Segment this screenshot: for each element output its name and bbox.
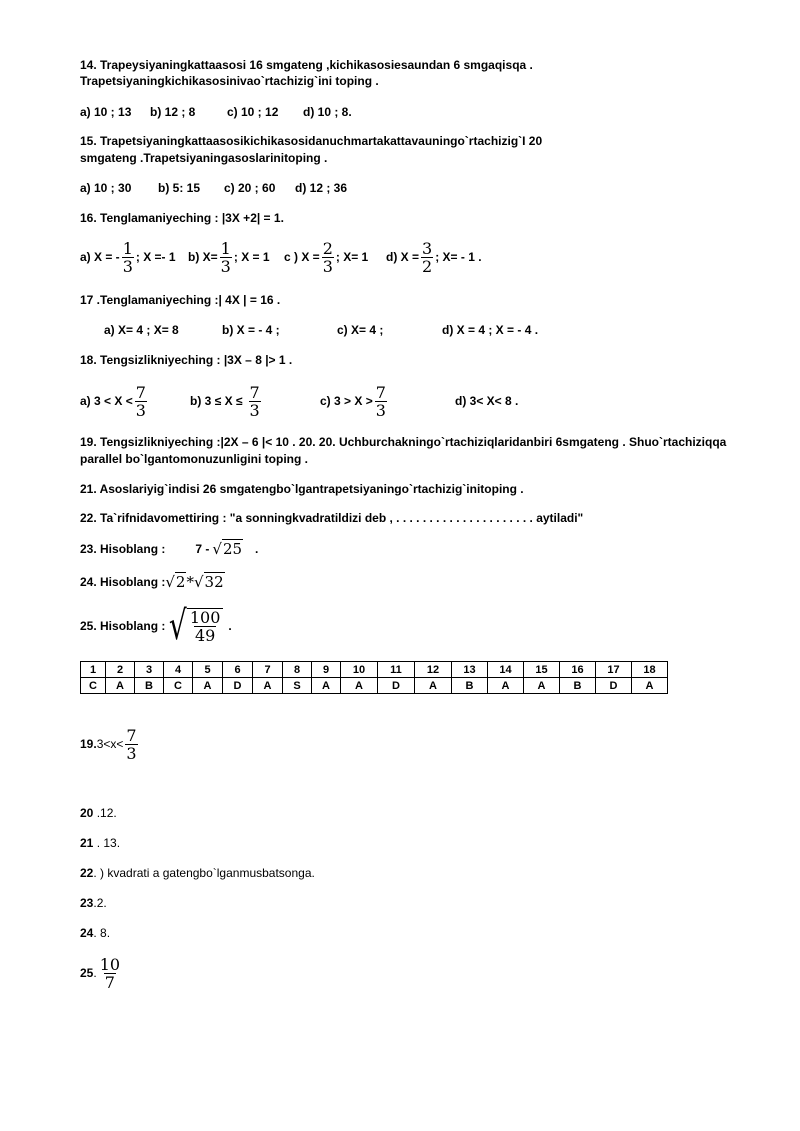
fraction-numerator: 7 — [135, 382, 146, 402]
answer-19-number: 19. — [80, 737, 97, 751]
q25-fraction — [189, 609, 222, 644]
answer-table-answers-row — [81, 678, 668, 694]
answer-table-answer-cell: A — [415, 678, 452, 694]
answer-table-answer-cell: A — [632, 678, 668, 694]
q14-line2: Trapetsiyaningkichikasosinivao`rtachizig`ini toping . — [80, 74, 379, 88]
q14-option-c: c) 10 ; 12 — [227, 105, 279, 119]
q14-option-a: a) 10 ; 13 — [80, 105, 132, 119]
q16-a-suffix: ; X =- 1 — [135, 250, 176, 264]
fraction-numerator: 1 — [122, 238, 133, 258]
answer-table-number-cell: 18 — [632, 662, 668, 678]
q16-option-d — [386, 239, 482, 275]
answer-21-number: 21 — [80, 836, 94, 850]
q16-b-prefix: b) X= — [188, 250, 218, 264]
answer-table-answer-cell: C — [164, 678, 193, 694]
q18-option-b — [190, 382, 263, 420]
answer-22 — [80, 866, 315, 880]
q16-question: 16. Tenglamaniyeching : |3X +2| = 1. — [80, 211, 284, 225]
answer-table-answer-cell: A — [106, 678, 135, 694]
q16-a-fraction — [122, 240, 134, 275]
q17-option-b: b) X = - 4 ; — [222, 323, 280, 337]
q15-line2: smgateng .Trapetsiyaningasoslarinitoping . — [80, 151, 328, 165]
q23-prefix: 23. Hisoblang : — [80, 542, 166, 556]
q18-b-prefix: b) 3 ≤ X ≤ — [190, 394, 243, 408]
fraction-numerator: 1 — [220, 238, 231, 258]
answer-24-number: 24 — [80, 926, 94, 940]
radicand: 2 — [175, 573, 186, 591]
q17-question: 17 .Tenglamaniyeching :| 4X | = 16 . — [80, 293, 281, 307]
q25-suffix: . — [228, 619, 232, 633]
q15-option-d: d) 12 ; 36 — [295, 181, 348, 195]
answer-table-number-cell: 12 — [415, 662, 452, 678]
answer-table — [80, 661, 668, 694]
answer-19-text: 3<x< — [96, 737, 124, 751]
answer-25-fraction — [99, 956, 121, 991]
fraction-denominator: 49 — [194, 626, 216, 645]
q24-prefix: 24. Hisoblang : — [80, 575, 166, 589]
q16-option-c — [284, 239, 368, 275]
fraction-denominator: 3 — [126, 743, 137, 763]
answer-table-number-cell: 15 — [524, 662, 560, 678]
q18-c-fraction — [375, 384, 387, 419]
fraction-numerator: 10 — [99, 954, 121, 974]
q16-d-suffix: ; X= - 1 . — [435, 250, 482, 264]
q18-option-d: d) 3< X< 8 . — [455, 394, 519, 408]
radical-body — [187, 608, 224, 644]
answer-table-number-cell: 3 — [135, 662, 164, 678]
fraction-numerator: 100 — [189, 608, 221, 627]
q24-question — [80, 572, 225, 592]
q18-option-c — [320, 382, 389, 420]
answer-20-number: 20 — [80, 806, 94, 820]
q24-square-root-2: √32 — [193, 573, 224, 591]
answer-table-answer-cell: B — [135, 678, 164, 694]
q23-question — [80, 539, 258, 559]
answer-25-text: . — [93, 966, 97, 980]
q18-option-a — [80, 382, 149, 420]
answer-21-text: . 13. — [93, 836, 121, 850]
answer-table-answer-cell: A — [312, 678, 341, 694]
q15-option-a: a) 10 ; 30 — [80, 181, 132, 195]
answer-table-number-cell: 9 — [312, 662, 341, 678]
fraction-denominator: 3 — [122, 256, 133, 276]
radicand: 25 — [222, 540, 243, 558]
fraction-numerator: 7 — [375, 382, 386, 402]
answer-table-number-cell: 16 — [560, 662, 596, 678]
q19-line1: 19. Tengsizlikniyeching :|2X – 6 |< 10 . 20. 20. Uchburchakningo`rtachiziqlaridanbiri 6smgateng . Shuo`rtachiziqqa — [80, 435, 727, 449]
fraction-denominator: 7 — [104, 972, 115, 992]
answer-25-number: 25 — [80, 966, 94, 980]
answer-24 — [80, 926, 110, 940]
radical-sign-icon: √ — [169, 603, 188, 649]
answer-table-answer-cell: B — [560, 678, 596, 694]
radicand: 32 — [204, 573, 224, 591]
q17-option-d: d) X = 4 ; X = - 4 . — [442, 323, 539, 337]
answer-table-answer-cell: A — [488, 678, 524, 694]
answer-table-number-cell: 13 — [452, 662, 488, 678]
answer-23-number: 23 — [80, 896, 94, 910]
fraction-denominator: 3 — [249, 400, 260, 420]
fraction-numerator: 2 — [322, 238, 333, 258]
q16-c-fraction — [322, 240, 334, 275]
q21-question: 21. Asoslariyig`indisi 26 smgatengbo`lgantrapetsiyaningo`rtachizig`initoping . — [80, 482, 524, 496]
answer-table-answer-cell: A — [524, 678, 560, 694]
answer-19 — [80, 724, 140, 764]
q18-b-fraction — [249, 384, 261, 419]
q14-option-b: b) 12 ; 8 — [150, 105, 196, 119]
fraction-denominator: 3 — [375, 400, 386, 420]
q16-d-fraction — [421, 240, 433, 275]
fraction-numerator: 7 — [249, 382, 260, 402]
q16-option-a — [80, 239, 176, 275]
q14-option-d: d) 10 ; 8. — [303, 105, 352, 119]
answer-25 — [80, 954, 123, 992]
document-page — [80, 0, 760, 1131]
q17-option-c: c) X= 4 ; — [337, 323, 384, 337]
q25-prefix: 25. Hisoblang : — [80, 619, 166, 633]
answer-table-number-cell: 2 — [106, 662, 135, 678]
answer-table-answer-cell: B — [452, 678, 488, 694]
answer-22-number: 22 — [80, 866, 94, 880]
answer-table-answer-cell: D — [223, 678, 253, 694]
q16-d-prefix: d) X = — [386, 250, 420, 264]
answer-table-number-cell: 14 — [488, 662, 524, 678]
answer-24-text: . 8. — [93, 926, 111, 940]
answer-table-answer-cell: S — [283, 678, 312, 694]
answer-22-text: . ) kvadrati a gatengbo`lganmusbatsonga. — [93, 866, 315, 880]
q18-c-prefix: c) 3 > X > — [320, 394, 373, 408]
answer-21 — [80, 836, 120, 850]
q25-question — [80, 604, 232, 648]
answer-19-fraction — [125, 727, 137, 762]
q16-a-prefix: a) X = - — [80, 250, 120, 264]
answer-table-number-cell: 7 — [253, 662, 283, 678]
q17-option-a: a) X= 4 ; X= 8 — [104, 323, 179, 337]
answer-table-number-cell: 10 — [341, 662, 378, 678]
fraction-numerator: 7 — [126, 725, 137, 745]
q16-c-suffix: ; X= 1 — [335, 250, 369, 264]
answer-table-number-cell: 11 — [378, 662, 415, 678]
answer-table-numbers-row — [81, 662, 668, 678]
answer-table-answer-cell: C — [81, 678, 106, 694]
answer-20-text: .12. — [93, 806, 117, 820]
q14-line1: 14. Trapeysiyaningkattaasosi 16 smgateng ,kichikasosiesaundan 6 smgaqisqa . — [80, 58, 533, 72]
answer-23 — [80, 896, 107, 910]
answer-table-answer-cell: A — [193, 678, 223, 694]
q16-b-fraction — [220, 240, 232, 275]
q23-square-root: √25 — [212, 540, 243, 558]
fraction-denominator: 3 — [220, 256, 231, 276]
answer-table-number-cell: 4 — [164, 662, 193, 678]
q22-question: 22. Ta`rifnidavomettiring : "a sonningkvadratildizi deb , . . . . . . . . . . . . . . . . . . . . . aytiladi" — [80, 511, 584, 525]
fraction-numerator: 3 — [422, 238, 433, 258]
q23-suffix: . — [255, 542, 259, 556]
q19-line2: parallel bo`lgantomonuzunligini toping . — [80, 452, 308, 466]
q24-operator: * — [186, 573, 194, 591]
q15-option-c: c) 20 ; 60 — [224, 181, 276, 195]
fraction-denominator: 3 — [322, 256, 333, 276]
q16-c-prefix: c ) X = — [284, 250, 320, 264]
q18-a-fraction — [135, 384, 147, 419]
q24-square-root-1: √2 — [165, 573, 186, 591]
fraction-denominator: 2 — [422, 256, 433, 276]
q16-options — [80, 239, 760, 275]
q25-square-root — [165, 603, 223, 649]
q16-b-suffix: ; X = 1 — [233, 250, 270, 264]
answer-table-answer-cell: D — [596, 678, 632, 694]
fraction-denominator: 3 — [135, 400, 146, 420]
q18-a-prefix: a) 3 < X < — [80, 394, 133, 408]
q18-options — [80, 382, 760, 420]
q15-option-b: b) 5: 15 — [158, 181, 201, 195]
answer-table-number-cell: 1 — [81, 662, 106, 678]
answer-table-answer-cell: A — [341, 678, 378, 694]
answer-table-answer-cell: A — [253, 678, 283, 694]
answer-table-answer-cell: D — [378, 678, 415, 694]
answer-20 — [80, 806, 117, 820]
answer-table-number-cell: 6 — [223, 662, 253, 678]
answer-table-number-cell: 5 — [193, 662, 223, 678]
q16-option-b — [188, 239, 270, 275]
answer-23-text: .2. — [93, 896, 107, 910]
q23-expression-start: 7 - — [195, 542, 210, 556]
q18-question: 18. Tengsizlikniyeching : |3X – 8 |> 1 . — [80, 353, 293, 367]
answer-table-number-cell: 8 — [283, 662, 312, 678]
q15-line1: 15. Trapetsiyaningkattaasosikichikasosidanuchmartakattavauningo`rtachizig`I 20 — [80, 134, 543, 148]
answer-table-number-cell: 17 — [596, 662, 632, 678]
